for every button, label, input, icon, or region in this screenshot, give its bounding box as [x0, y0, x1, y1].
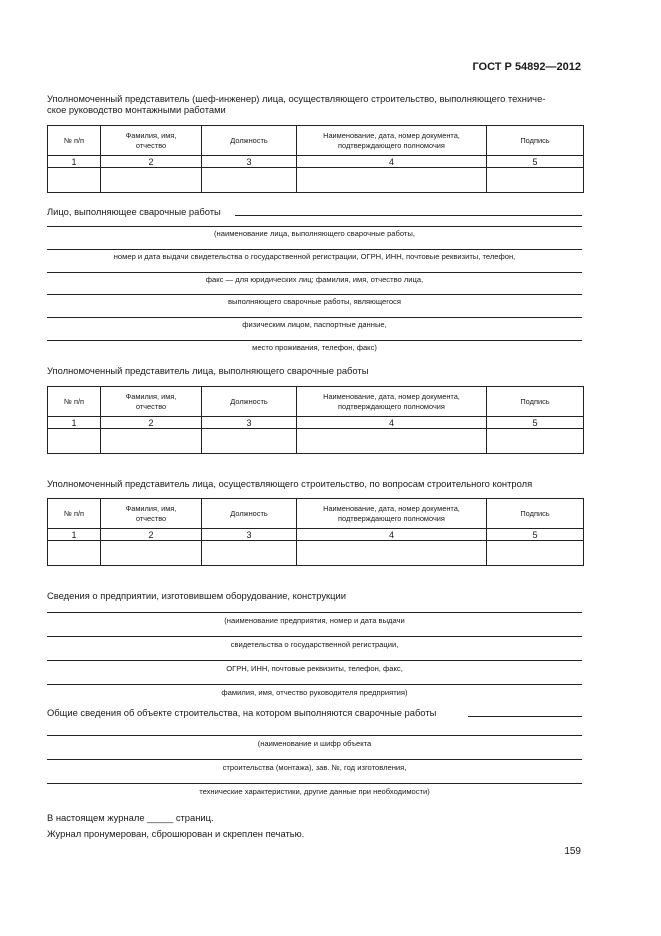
blank-cell — [487, 168, 584, 193]
signature-table-1 — [47, 125, 584, 193]
blank-cell — [297, 541, 487, 566]
col-header-position: Должность — [202, 126, 297, 156]
section6-caption-2: строительства (монтажа), зав. №, год изготовления, — [222, 763, 407, 772]
col-number: 2 — [101, 529, 202, 541]
section5-caption-1: (наименование предприятия, номер и дата выдачи — [224, 616, 405, 625]
fill-line — [47, 226, 582, 227]
section3-title: Уполномоченный представитель лица, выполняющего сварочные работы — [47, 365, 369, 376]
fill-line — [468, 716, 582, 717]
fill-line — [47, 636, 582, 637]
blank-cell — [297, 429, 487, 454]
section2-caption-1: (наименование лица, выполняющего сварочные работы, — [214, 229, 415, 238]
section6-title: Общие сведения об объекте строительства, на котором выполняются сварочные работы — [47, 707, 437, 718]
col-header-document: Наименование, дата, номер документа, подтверждающего полномочия — [297, 499, 487, 529]
section2-caption-3: факс — для юридических лиц; фамилия, имя, отчество лица, — [205, 275, 424, 284]
col-number: 5 — [487, 156, 584, 168]
blank-cell — [487, 429, 584, 454]
section2-caption-6: место проживания, телефон, факс) — [252, 343, 377, 352]
blank-cell — [48, 168, 101, 193]
fill-line — [47, 684, 582, 685]
section4-title: Уполномоченный представитель лица, осуществляющего строительство, по вопросам строительного контроля — [47, 478, 533, 489]
fill-line — [47, 317, 582, 318]
blank-cell — [202, 168, 297, 193]
fill-line — [47, 612, 582, 613]
col-number: 4 — [297, 417, 487, 429]
col-number: 4 — [297, 156, 487, 168]
col-header-document: Наименование, дата, номер документа, подтверждающего полномочия — [297, 387, 487, 417]
section2-title: Лицо, выполняющее сварочные работы — [47, 206, 221, 217]
blank-cell — [297, 168, 487, 193]
col-header-number: № п/п — [48, 499, 101, 529]
page-number: 159 — [564, 846, 581, 857]
col-number: 2 — [101, 417, 202, 429]
blank-cell — [101, 541, 202, 566]
blank-cell — [48, 541, 101, 566]
blank-cell — [202, 429, 297, 454]
fill-line — [47, 783, 582, 784]
section2-caption-4: выполняющего сварочные работы, являющегося — [228, 297, 401, 306]
fill-line — [47, 340, 582, 341]
footer-pages-line: В настоящем журнале _____ страниц. — [47, 812, 214, 823]
col-number: 3 — [202, 417, 297, 429]
section5-title: Сведения о предприятии, изготовившем оборудование, конструкции — [47, 590, 346, 601]
signature-table-3 — [47, 498, 584, 566]
section2-caption-2: номер и дата выдачи свидетельства о государственной регистрации, ОГРН, ИНН, почтовые реквизиты, телефон, — [113, 252, 516, 261]
blank-cell — [48, 429, 101, 454]
col-number: 5 — [487, 417, 584, 429]
fill-line — [47, 660, 582, 661]
signature-table-2 — [47, 386, 584, 454]
col-number: 5 — [487, 529, 584, 541]
col-header-name: Фамилия, имя, отчество — [101, 499, 202, 529]
blank-cell — [487, 541, 584, 566]
blank-cell — [101, 168, 202, 193]
fill-line — [47, 735, 582, 736]
fill-line — [47, 759, 582, 760]
col-number: 3 — [202, 156, 297, 168]
col-number: 1 — [48, 417, 101, 429]
fill-line — [47, 272, 582, 273]
section6-caption-3: технические характеристики, другие данные при необходимости) — [199, 787, 430, 796]
col-header-signature: Подпись — [487, 499, 584, 529]
col-header-name: Фамилия, имя, отчество — [101, 387, 202, 417]
col-header-name: Фамилия, имя, отчество — [101, 126, 202, 156]
col-header-number: № п/п — [48, 126, 101, 156]
fill-line — [47, 294, 582, 295]
section6-caption-1: (наименование и шифр объекта — [257, 739, 372, 748]
col-number: 2 — [101, 156, 202, 168]
section1-title-line1: Уполномоченный представитель (шеф-инженер) лица, осуществляющего строительство, выполняющего техниче- — [47, 93, 546, 104]
document-standard-code: ГОСТ Р 54892—2012 — [472, 61, 581, 73]
footer-bound-line: Журнал пронумерован, сброшюрован и скреплен печатью. — [47, 828, 305, 839]
col-header-signature: Подпись — [487, 126, 584, 156]
col-header-document: Наименование, дата, номер документа, подтверждающего полномочия — [297, 126, 487, 156]
col-number: 1 — [48, 156, 101, 168]
col-number: 3 — [202, 529, 297, 541]
col-header-signature: Подпись — [487, 387, 584, 417]
section5-caption-4: фамилия, имя, отчество руководителя предприятия) — [221, 688, 408, 697]
fill-line — [47, 249, 582, 250]
fill-line — [235, 215, 582, 216]
blank-cell — [202, 541, 297, 566]
col-header-number: № п/п — [48, 387, 101, 417]
col-header-position: Должность — [202, 387, 297, 417]
blank-cell — [101, 429, 202, 454]
col-number: 1 — [48, 529, 101, 541]
section2-caption-5: физическим лицом, паспортные данные, — [242, 320, 387, 329]
section1-title-line2: ское руководство монтажными работами — [47, 104, 226, 115]
col-number: 4 — [297, 529, 487, 541]
section5-caption-3: ОГРН, ИНН, почтовые реквизиты, телефон, факс, — [226, 664, 403, 673]
col-header-position: Должность — [202, 499, 297, 529]
section5-caption-2: свидетельства о государственной регистрации, — [230, 640, 399, 649]
